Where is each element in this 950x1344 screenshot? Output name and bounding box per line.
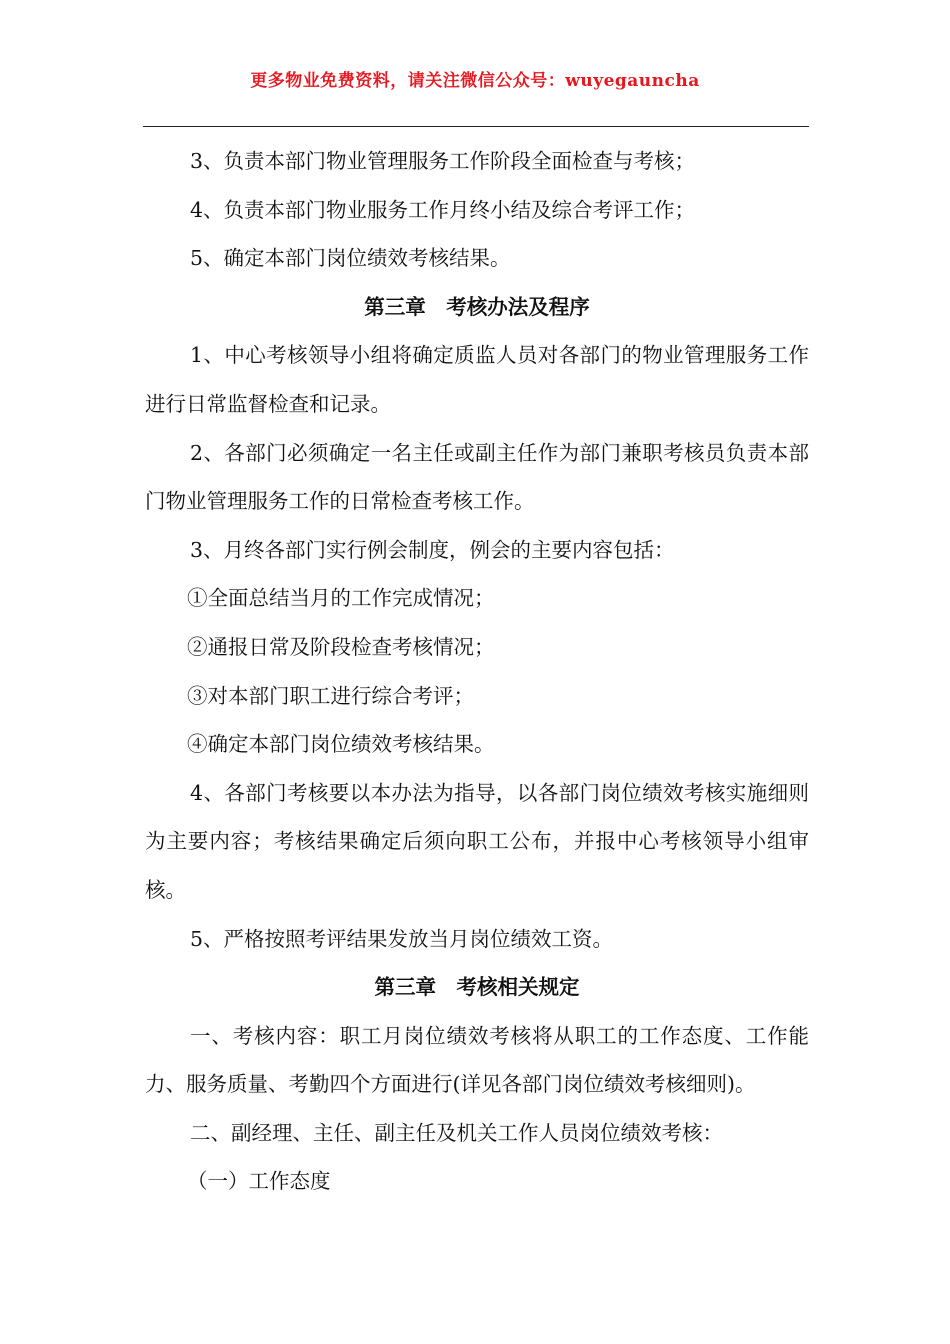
document-body: [145, 137, 809, 1206]
list-item-meeting-4: ④确定本部门岗位绩效考核结果。: [187, 732, 495, 757]
paragraph-method-1: 1、中心考核领导小组将确定质监人员对各部门的物业管理服务工作进行日常监督检查和记录。: [145, 343, 809, 416]
paragraph-rule-2: 二、副经理、主任、副主任及机关工作人员岗位绩效考核：: [190, 1120, 723, 1145]
header-divider: [143, 126, 809, 127]
list-item-meeting-2: ②通报日常及阶段检查考核情况；: [187, 634, 495, 659]
paragraph-method-3: 3、月终各部门实行例会制度，例会的主要内容包括：: [190, 537, 675, 562]
paragraph-responsibility-4: 4、负责本部门物业服务工作月终小结及综合考评工作；: [190, 197, 696, 222]
list-item-meeting-3: ③对本部门职工进行综合考评；: [187, 683, 474, 708]
subheading-work-attitude: （一）工作态度: [187, 1169, 331, 1194]
header-banner: 更多物业免费资料，请关注微信公众号：wuyegauncha: [250, 71, 700, 91]
chapter-heading-methods: 第三章 考核办法及程序: [364, 294, 590, 319]
list-item-meeting-1: ①全面总结当月的工作完成情况；: [187, 586, 495, 611]
paragraph-method-4: 4、各部门考核要以本办法为指导，以各部门岗位绩效考核实施细则为主要内容；考核结果确定后须向职工公布，并报中心考核领导小组审核。: [145, 780, 809, 902]
paragraph-responsibility-3: 3、负责本部门物业管理服务工作阶段全面检查与考核；: [190, 149, 696, 173]
paragraph-method-5: 5、严格按照考评结果发放当月岗位绩效工资。: [190, 926, 614, 951]
paragraph-method-2: 2、各部门必须确定一名主任或副主任作为部门兼职考核员负责本部门物业管理服务工作的日常检查考核工作。: [145, 440, 809, 514]
paragraph-responsibility-5: 5、确定本部门岗位绩效考核结果。: [190, 246, 511, 271]
chapter-heading-rules: 第三章 考核相关规定: [374, 975, 580, 1000]
paragraph-rule-1: 一、考核内容：职工月岗位绩效考核将从职工的工作态度、工作能力、服务质量、考勤四个方面进行(详见各部门岗位绩效考核细则)。: [145, 1023, 809, 1097]
